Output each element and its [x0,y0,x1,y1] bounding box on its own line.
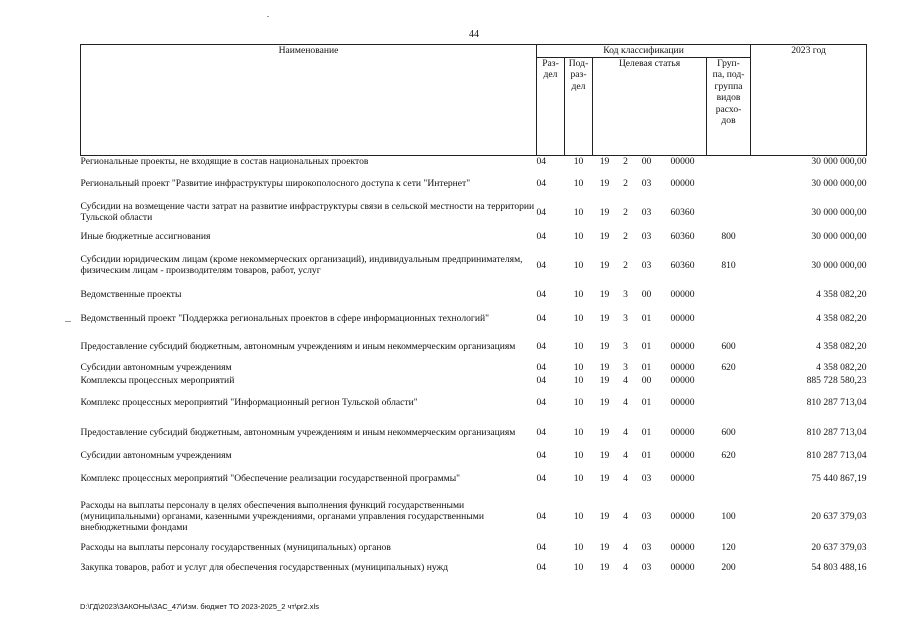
row-event: 03 [641,541,652,553]
footer-file-path: D:\ГД\2023\ЗАКОНЫ\ЗАС_47\Изм. бюджет ТО 2023-2025_2 чт\pr2.xls [80,602,319,611]
row-vid: 800 [721,230,736,242]
row-direction: 00000 [670,362,695,373]
row-vid [707,387,751,417]
row-razdel: 04 [536,362,547,373]
header-razdel: Раз- дел [537,57,565,155]
row-podrazdel: 10 [573,396,584,408]
row-type: 3 [623,362,628,373]
row-event: 01 [641,341,652,352]
row-direction: 00000 [670,177,695,189]
row-program: 19 [599,177,610,189]
row-event: 03 [641,206,652,218]
row-name: Предоставление субсидий бюджетным, автономным учреждениям и иным некоммерческим организациям [80,426,516,438]
row-razdel: 04 [536,561,547,573]
row-name: Субсидии автономным учреждениям [80,362,232,373]
table-row [81,168,867,198]
row-amount: 810 287 713,04 [806,426,867,438]
row-razdel: 04 [536,449,547,461]
row-podrazdel: 10 [573,541,584,553]
row-vid [707,374,751,387]
row-direction: 00000 [670,375,695,386]
row-direction: 60360 [670,206,695,218]
row-razdel: 04 [536,375,547,386]
row-amount: 54 803 488,16 [811,561,867,573]
header-vid: Груп- па, под- группа видов расхо- дов [707,57,751,155]
row-event: 01 [641,396,652,408]
row-name: Комплекс процессных мероприятий "Обеспечение реализации государственной программы" [80,472,461,484]
row-razdel: 04 [536,426,547,438]
table-row [81,246,867,284]
row-podrazdel: 10 [573,206,584,218]
row-podrazdel: 10 [573,449,584,461]
row-type: 4 [623,472,628,484]
scan-mark [65,321,71,322]
row-program: 19 [599,341,610,352]
row-event: 03 [641,472,652,484]
row-podrazdel: 10 [573,156,584,168]
row-direction: 00000 [670,561,695,573]
row-razdel: 04 [536,259,547,271]
row-direction: 00000 [670,426,695,438]
row-event: 01 [641,362,652,373]
row-direction: 00000 [670,156,695,168]
row-name: Ведомственный проект "Поддержка региональных проектов в сфере информационных технологий" [80,312,490,324]
table-row [81,374,867,387]
table-row [81,447,867,463]
row-program: 19 [599,206,610,218]
row-name: Расходы на выплаты персоналу в целях обеспечения выполнения функций государственными (муниципальными) органами, казенными учреждениями, органами управления государственными внебюджетными фондами [80,499,484,533]
row-vid: 100 [721,510,736,522]
row-type: 3 [623,341,628,352]
row-name: Комплекс процессных мероприятий "Информационный регион Тульской области" [80,396,418,408]
row-program: 19 [599,362,610,373]
row-program: 19 [599,541,610,553]
header-row-top [81,45,867,58]
row-type: 4 [623,375,628,386]
row-type: 4 [623,541,628,553]
row-type: 2 [623,206,628,218]
header-target: Целевая статья [593,57,707,155]
row-type: 4 [623,561,628,573]
row-amount: 810 287 713,04 [806,396,867,408]
row-event: 00 [641,288,652,300]
row-name: Субсидии на возмещение части затрат на развитие инфраструктуры связи в сельской местности на территории Тульской области [80,201,535,223]
row-event: 00 [641,375,652,386]
row-program: 19 [599,230,610,242]
row-event: 03 [641,177,652,189]
row-amount: 4 358 082,20 [816,341,867,352]
header-year: 2023 год [751,45,867,156]
header-name: Наименование [81,45,537,156]
page-number: 44 [469,29,479,40]
table-row [81,539,867,555]
row-type: 4 [623,510,628,522]
row-amount: 30 000 000,00 [811,177,867,189]
table-row [81,493,867,539]
row-podrazdel: 10 [573,341,584,352]
header-code-group: Код классификации [537,45,751,58]
row-program: 19 [599,426,610,438]
row-podrazdel: 10 [573,312,584,324]
row-type: 4 [623,426,628,438]
row-event: 00 [641,156,652,168]
row-razdel: 04 [536,472,547,484]
table-row [81,463,867,493]
row-amount: 30 000 000,00 [811,206,867,218]
row-podrazdel: 10 [573,362,584,373]
row-amount: 75 440 867,19 [811,472,867,484]
row-event: 01 [641,426,652,438]
table-row [81,284,867,304]
row-program: 19 [599,449,610,461]
row-program: 19 [599,156,610,168]
row-type: 4 [623,449,628,461]
row-amount: 4 358 082,20 [816,362,867,373]
row-name: Комплексы процессных мероприятий [80,375,235,386]
row-podrazdel: 10 [573,375,584,386]
row-podrazdel: 10 [573,259,584,271]
row-razdel: 04 [536,312,547,324]
row-name: Субсидии автономным учреждениям [80,449,232,461]
row-amount: 4 358 082,20 [816,312,867,324]
table-row [81,226,867,246]
row-razdel: 04 [536,541,547,553]
row-amount: 30 000 000,00 [811,230,867,242]
row-vid: 120 [721,541,736,553]
row-podrazdel: 10 [573,561,584,573]
row-razdel: 04 [536,396,547,408]
table-row [81,304,867,332]
row-razdel: 04 [536,206,547,218]
table-row [81,332,867,361]
row-direction: 00000 [670,288,695,300]
table-row [81,387,867,417]
row-vid [707,284,751,304]
row-amount: 30 000 000,00 [811,259,867,271]
row-podrazdel: 10 [573,426,584,438]
row-event: 03 [641,230,652,242]
row-program: 19 [599,259,610,271]
row-razdel: 04 [536,288,547,300]
row-direction: 00000 [670,541,695,553]
row-vid: 600 [721,426,736,438]
row-type: 2 [623,259,628,271]
row-direction: 60360 [670,230,695,242]
row-type: 3 [623,288,628,300]
row-direction: 00000 [670,472,695,484]
row-razdel: 04 [536,341,547,352]
row-type: 2 [623,156,628,168]
row-name: Региональный проект "Развитие инфраструктуры широкополосного доступа к сети "Интернет" [80,177,471,189]
row-program: 19 [599,472,610,484]
row-direction: 00000 [670,510,695,522]
row-podrazdel: 10 [573,288,584,300]
row-program: 19 [599,375,610,386]
row-vid [707,168,751,198]
row-event: 01 [641,449,652,461]
row-amount: 20 637 379,03 [811,541,867,553]
row-direction: 60360 [670,259,695,271]
row-name: Ведомственные проекты [80,288,182,300]
budget-table [80,44,867,579]
row-vid [707,304,751,332]
row-name: Предоставление субсидий бюджетным, автономным учреждениям и иным некоммерческим организациям [80,341,516,352]
row-vid [707,155,751,168]
row-razdel: 04 [536,510,547,522]
row-direction: 00000 [670,312,695,324]
row-type: 2 [623,177,628,189]
row-name: Региональные проекты, не входящие в состав национальных проектов [80,156,369,168]
row-direction: 00000 [670,396,695,408]
row-vid [707,463,751,493]
row-podrazdel: 10 [573,230,584,242]
row-razdel: 04 [536,177,547,189]
row-program: 19 [599,396,610,408]
row-name: Расходы на выплаты персоналу государственных (муниципальных) органов [80,541,391,553]
table-row [81,155,867,168]
row-event: 03 [641,510,652,522]
row-vid: 620 [721,449,736,461]
row-amount: 885 728 580,23 [806,375,867,386]
scan-mark [267,16,269,17]
table-row [81,198,867,226]
row-program: 19 [599,312,610,324]
row-vid: 600 [721,341,736,352]
row-type: 2 [623,230,628,242]
row-vid [707,198,751,226]
row-amount: 4 358 082,20 [816,288,867,300]
row-name: Субсидии юридическим лицам (кроме некоммерческих организаций), индивидуальным предпринимателям, физическим лицам - производителям товаров, работ, услуг [80,254,523,276]
row-event: 03 [641,561,652,573]
row-podrazdel: 10 [573,472,584,484]
table-row [81,361,867,374]
row-vid: 200 [721,561,736,573]
row-podrazdel: 10 [573,177,584,189]
row-podrazdel: 10 [573,510,584,522]
row-amount: 30 000 000,00 [811,156,867,168]
row-razdel: 04 [536,156,547,168]
header-podrazdel: Под- раз- дел [565,57,593,155]
row-direction: 00000 [670,449,695,461]
row-direction: 00000 [670,341,695,352]
row-event: 01 [641,312,652,324]
table-row [81,417,867,447]
row-vid: 810 [721,259,736,271]
table-row [81,555,867,579]
row-program: 19 [599,561,610,573]
row-program: 19 [599,510,610,522]
row-type: 4 [623,396,628,408]
row-name: Закупка товаров, работ и услуг для обеспечения государственных (муниципальных) нужд [80,561,449,573]
row-vid: 620 [721,362,736,373]
row-amount: 810 287 713,04 [806,449,867,461]
row-name: Иные бюджетные ассигнования [80,230,211,242]
row-event: 03 [641,259,652,271]
row-amount: 20 637 379,03 [811,510,867,522]
row-program: 19 [599,288,610,300]
row-type: 3 [623,312,628,324]
row-razdel: 04 [536,230,547,242]
